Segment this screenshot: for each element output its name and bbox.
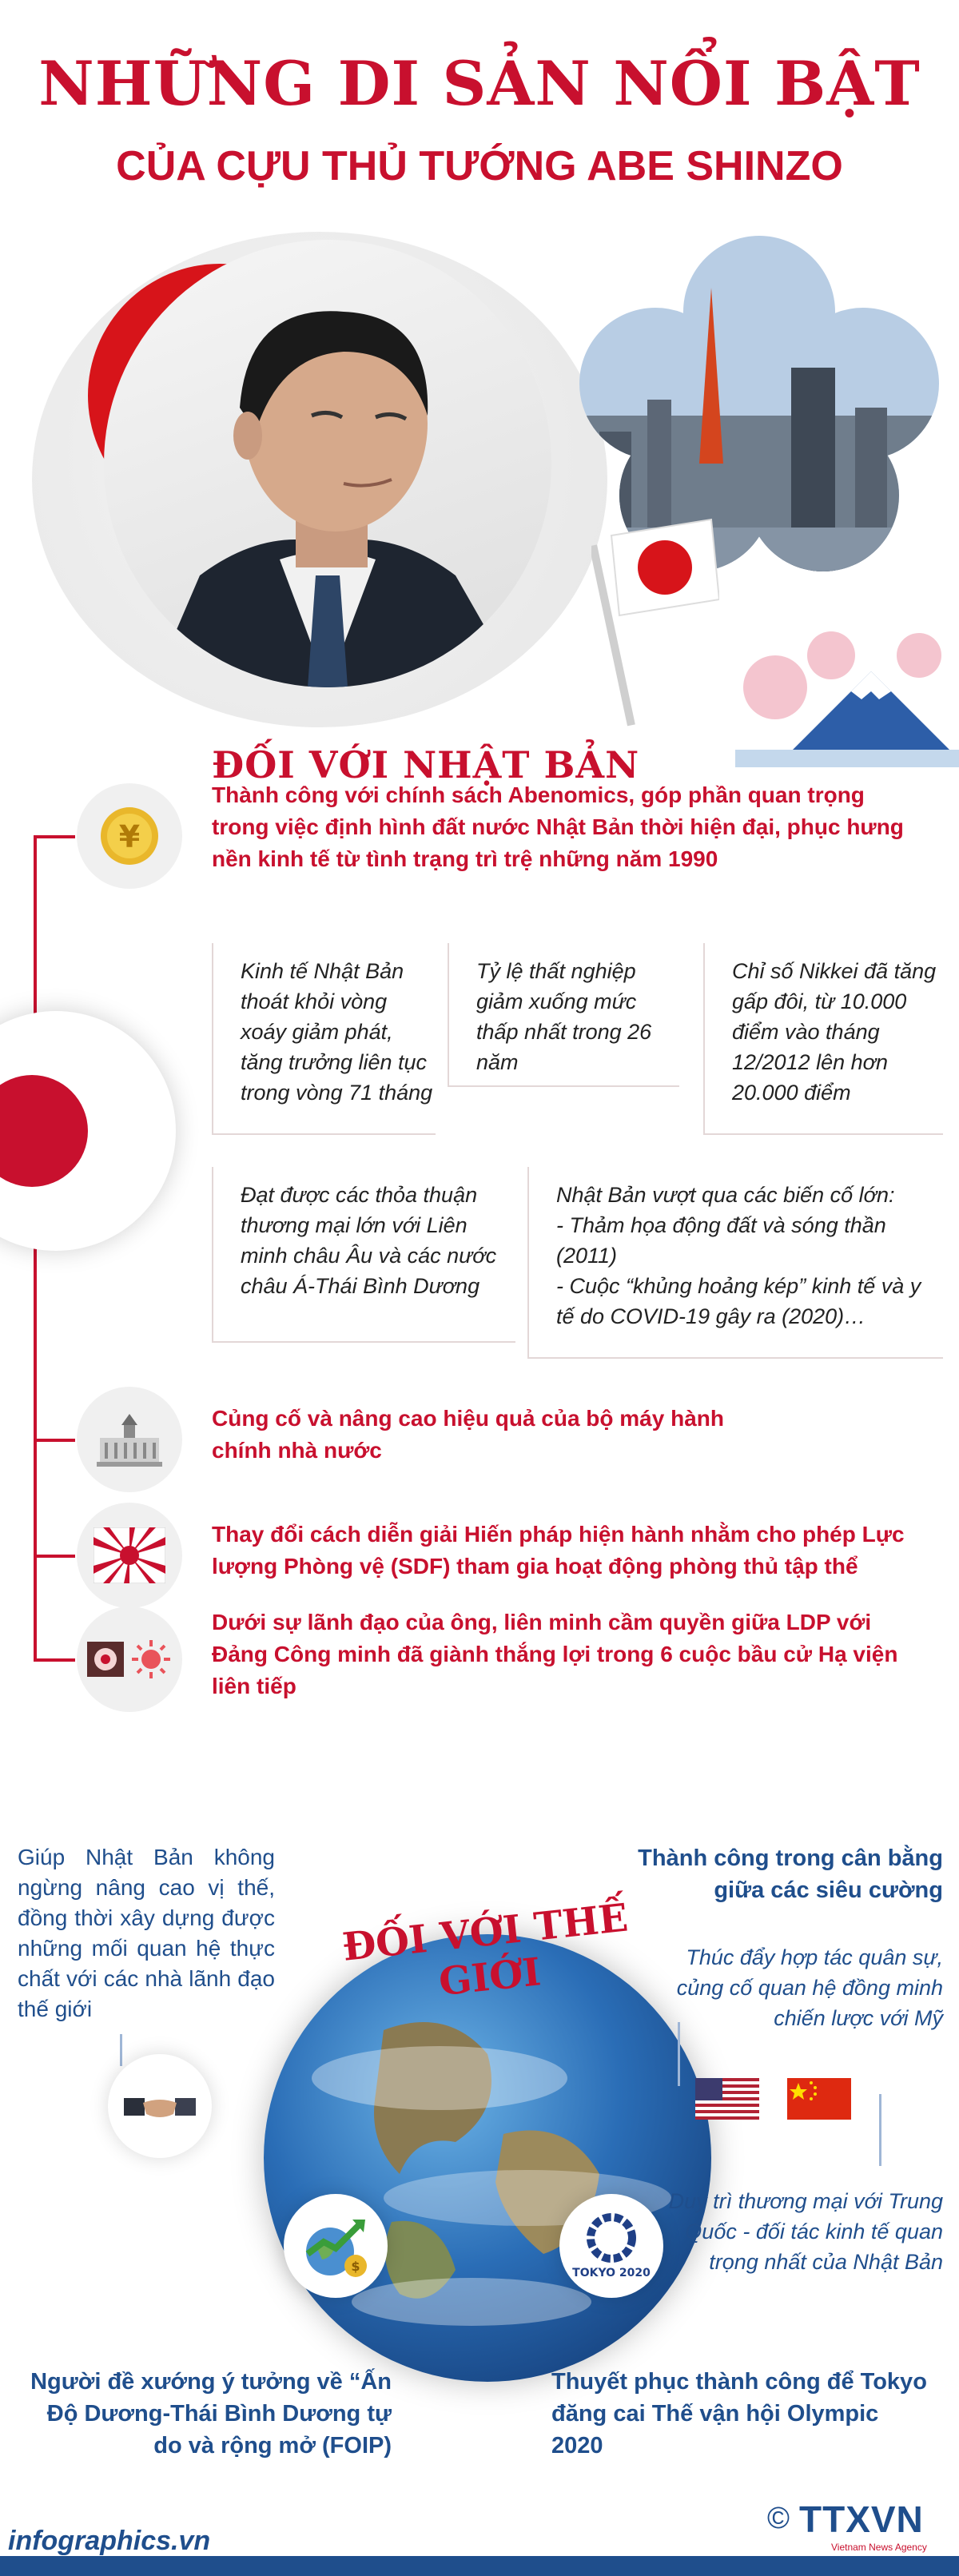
title-line-2: CỦA CỰU THỦ TƯỚNG ABE SHINZO xyxy=(116,143,843,189)
usa-alliance-text: Thúc đẩy hợp tác quân sự, củng cố quan hệ đồng minh chiến lược với Mỹ xyxy=(676,1945,943,2030)
tokyo-2020-emblem xyxy=(559,2194,663,2298)
portrait-abe-shinzo xyxy=(104,240,551,687)
parliament-building-icon xyxy=(77,1387,182,1492)
economic-growth-globe-icon xyxy=(284,2194,388,2298)
crises-item-covid: - Cuộc “khủng hoảng kép” kinh tế và y tế do COVID-19 gây ra (2020)… xyxy=(556,1274,921,1328)
sdf-rising-sun-flag-icon xyxy=(77,1503,182,1608)
connector-line xyxy=(120,2034,122,2066)
abenomics-text: Thành công với chính sách Abenomics, góp phần quan trọng trong việc định hình đất nước Nhật Bản thời hiện đại, phục hưng nền kinh tế từ tình trạng trì trệ những năm 1990 xyxy=(212,782,904,871)
crises-box xyxy=(527,1167,943,1359)
timeline-tick xyxy=(34,1658,75,1662)
connector-line xyxy=(678,2022,680,2086)
ttxvn-logo: TTXVN xyxy=(799,2498,924,2540)
timeline-tick xyxy=(34,1439,75,1442)
svg-text:$: $ xyxy=(351,2259,360,2274)
copyright-symbol: © xyxy=(767,2502,790,2535)
economy-box: Kinh tế Nhật Bản thoát khỏi vòng xoáy giảm phát, tăng trưởng liên tục trong vòng 71 tháng xyxy=(212,943,436,1135)
balance-powers-text: Thành công trong cân bằng giữa các siêu cường xyxy=(638,1845,943,1903)
mount-fuji-sakura-decoration xyxy=(735,623,959,767)
china-flag-icon xyxy=(787,2078,851,2120)
section-title-world: ĐỐI VỚI THẾ GIỚI xyxy=(340,1895,631,2005)
trade-agreements-box: Đạt được các thỏa thuận thương mại lớn với Liên minh châu Âu và các nước châu Á-Thái Bình Dương xyxy=(212,1167,515,1343)
section-title-japan: ĐỐI VỚI NHẬT BẢN xyxy=(212,743,640,786)
timeline-tick xyxy=(34,835,75,838)
japan-flag-on-pole xyxy=(591,512,719,735)
crises-item-earthquake: - Thảm họa động đất và sóng thần (2011) xyxy=(556,1213,886,1268)
tokyo-2020-label: TOKYO 2020 xyxy=(572,2267,651,2279)
foip-text: Người đề xướng ý tưởng về “Ấn Độ Dương-Thái Bình Dương tự do và rộng mở (FOIP) xyxy=(30,2369,392,2459)
crises-title: Nhật Bản vượt qua các biến cố lớn: xyxy=(556,1183,895,1207)
elections-text: Dưới sự lãnh đạo của ông, liên minh cầm quyền giữa LDP với Đảng Công minh đã giành thắng lợi trong 6 cuộc bầu cử Hạ viện liên tiếp xyxy=(212,1610,898,1698)
administration-text: Củng cố và nâng cao hiệu quả của bộ máy hành chính nhà nước xyxy=(212,1406,724,1463)
timeline-tick xyxy=(34,1555,75,1558)
ttxvn-sub: Vietnam News Agency xyxy=(831,2542,927,2553)
unemployment-box: Tỷ lệ thất nghiệp giảm xuống mức thấp nhất trong 26 năm xyxy=(448,943,679,1087)
olympics-text: Thuyết phục thành công để Tokyo đăng cai Thế vận hội Olympic 2020 xyxy=(551,2369,927,2459)
constitution-text: Thay đổi cách diễn giải Hiến pháp hiện hành nhằm cho phép Lực lượng Phòng vệ (SDF) tham gia hoạt động phòng thủ tập thể xyxy=(212,1522,905,1579)
connector-line xyxy=(879,2094,881,2166)
party-emblems-icon xyxy=(77,1607,182,1712)
world-leaders-text: Giúp Nhật Bản không ngừng nâng cao vị thế, đồng thời xây dựng được những mối quan hệ thực chất với các nhà lãnh đạo thế giới xyxy=(18,1845,275,2021)
nikkei-box: Chỉ số Nikkei đã tăng gấp đôi, từ 10.000 điểm vào tháng 12/2012 lên hơn 20.000 điểm xyxy=(703,943,943,1135)
usa-flag-icon xyxy=(695,2078,759,2120)
footer-site[interactable]: infographics.vn xyxy=(8,2526,211,2556)
yen-symbol: ¥ xyxy=(118,819,141,854)
footer-bar xyxy=(0,2556,959,2576)
yen-icon xyxy=(77,783,182,889)
china-trade-text: Duy trì thương mại với Trung Quốc - đối tác kinh tế quan trọng nhất của Nhật Bản xyxy=(668,2189,943,2274)
title-line-1: NHỮNG DI SẢN NỔI BẬT xyxy=(38,48,921,119)
handshake-icon xyxy=(108,2054,212,2158)
